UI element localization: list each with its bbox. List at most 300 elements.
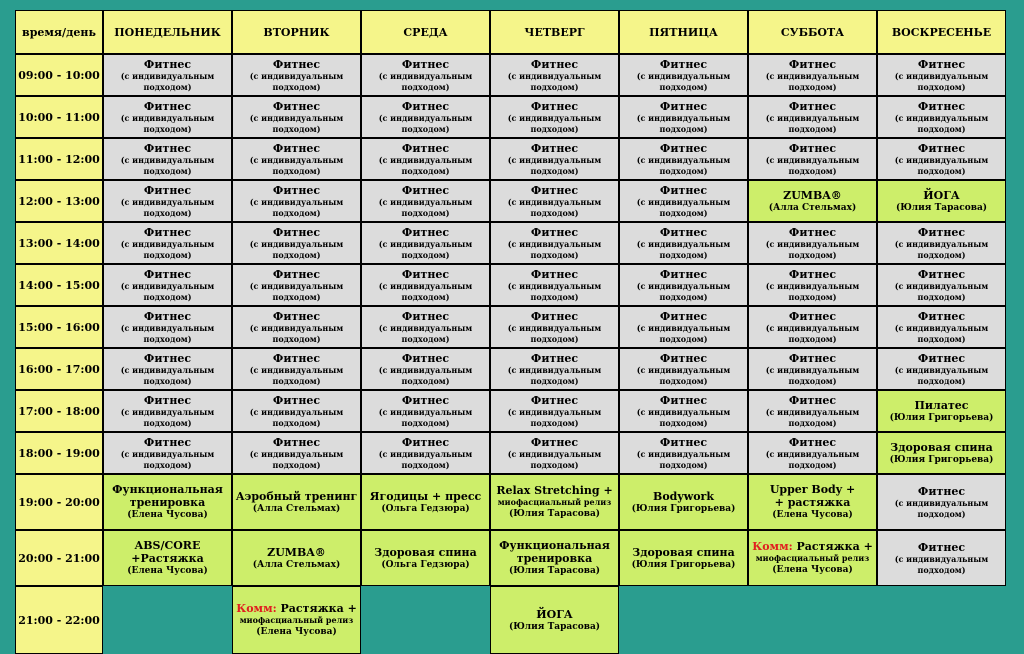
class-subtitle: (с индивидуальным подходом) xyxy=(894,112,989,134)
class-cell xyxy=(232,432,361,474)
class-subtitle: (с индивидуальным подходом) xyxy=(894,364,989,386)
class-title: Фитнес xyxy=(401,393,450,407)
class-subtitle: (с индивидуальным подходом) xyxy=(894,70,989,92)
class-subtitle: (с индивидуальным подходом) xyxy=(765,364,860,386)
class-subtitle: (с индивидуальным подходом) xyxy=(636,70,731,92)
class-subtitle: (с индивидуальным подходом) xyxy=(120,112,215,134)
class-cell xyxy=(361,530,490,586)
class-title: Фитнес xyxy=(917,351,966,365)
class-title: Фитнес xyxy=(788,267,837,281)
class-title: Bodywork xyxy=(653,489,714,503)
class-subtitle: (с индивидуальным подходом) xyxy=(636,280,731,302)
class-cell xyxy=(748,96,877,138)
class-title: Фитнес xyxy=(530,309,579,323)
class-title: Здоровая спина xyxy=(632,545,735,559)
class-cell xyxy=(103,54,232,96)
class-subtitle: миофасциальный релиз xyxy=(239,615,354,625)
class-title: Фитнес xyxy=(530,435,579,449)
day-header-tuesday: ВТОРНИК xyxy=(232,10,361,54)
class-cell xyxy=(490,586,619,654)
class-subtitle: (с индивидуальным подходом) xyxy=(249,238,344,260)
class-title: Фитнес xyxy=(272,225,321,239)
class-title: Аэробный тренинг xyxy=(235,489,358,503)
class-title: Фитнес xyxy=(401,351,450,365)
schedule-row xyxy=(15,348,1006,390)
class-subtitle: (с индивидуальным подходом) xyxy=(636,448,731,470)
class-title: Фитнес xyxy=(788,351,837,365)
class-subtitle: (с индивидуальным подходом) xyxy=(894,280,989,302)
class-title: Пилатес xyxy=(914,398,969,412)
class-subtitle: (с индивидуальным подходом) xyxy=(120,364,215,386)
class-title: Фитнес xyxy=(272,393,321,407)
class-cell xyxy=(619,264,748,306)
class-cell xyxy=(232,474,361,530)
class-cell xyxy=(748,390,877,432)
class-subtitle: (с индивидуальным подходом) xyxy=(507,322,602,344)
class-title: Здоровая спина xyxy=(890,440,993,454)
class-title: Фитнес xyxy=(143,57,192,71)
class-cell xyxy=(877,222,1006,264)
class-subtitle: (с индивидуальным подходом) xyxy=(636,364,731,386)
class-cell xyxy=(490,306,619,348)
instructor-name: (Юлия Григорьева) xyxy=(889,454,994,465)
day-header-sunday: ВОСКРЕСЕНЬЕ xyxy=(877,10,1006,54)
class-subtitle: (с индивидуальным подходом) xyxy=(507,70,602,92)
class-cell xyxy=(877,138,1006,180)
class-subtitle: (с индивидуальным подходом) xyxy=(120,70,215,92)
class-cell xyxy=(619,474,748,530)
class-title xyxy=(235,602,358,615)
class-cell xyxy=(748,530,877,586)
class-title: Фитнес xyxy=(788,141,837,155)
class-cell xyxy=(232,306,361,348)
class-cell xyxy=(748,180,877,222)
class-subtitle: (с индивидуальным подходом) xyxy=(894,322,989,344)
class-title: ZUMBA® xyxy=(267,545,326,559)
class-cell xyxy=(361,390,490,432)
class-cell xyxy=(619,530,748,586)
class-title: Фитнес xyxy=(659,435,708,449)
class-cell xyxy=(103,306,232,348)
class-subtitle: (с индивидуальным подходом) xyxy=(765,448,860,470)
class-title: Фитнес xyxy=(788,99,837,113)
class-title: Фитнес xyxy=(659,225,708,239)
class-title: Ягодицы + пресс xyxy=(369,489,482,503)
instructor-name: (Елена Чусова) xyxy=(127,566,208,576)
instructor-name: (Ольга Гедзюра) xyxy=(381,559,470,570)
class-cell xyxy=(748,306,877,348)
class-title: Фитнес xyxy=(788,225,837,239)
class-cell xyxy=(490,54,619,96)
empty-slot xyxy=(748,586,877,654)
instructor-name: (Юлия Григорьева) xyxy=(631,503,736,514)
class-title: Фитнес xyxy=(917,540,966,554)
class-subtitle: (с индивидуальным подходом) xyxy=(378,322,473,344)
class-cell xyxy=(103,390,232,432)
class-cell xyxy=(619,348,748,390)
class-title: Фитнес xyxy=(143,393,192,407)
class-cell xyxy=(619,432,748,474)
class-cell xyxy=(490,264,619,306)
time-slot: 14:00 - 15:00 xyxy=(15,264,103,306)
class-title: Фитнес xyxy=(143,225,192,239)
class-cell xyxy=(877,530,1006,586)
class-title: Фитнес xyxy=(143,435,192,449)
class-title: Фитнес xyxy=(530,141,579,155)
class-title: Фитнес xyxy=(788,393,837,407)
class-title: Фитнес xyxy=(401,267,450,281)
class-cell xyxy=(490,530,619,586)
time-slot: 09:00 - 10:00 xyxy=(15,54,103,96)
class-title: Фитнес xyxy=(272,99,321,113)
class-cell xyxy=(619,222,748,264)
class-cell xyxy=(103,264,232,306)
class-title-line2: +Растяжка xyxy=(131,552,204,565)
class-cell xyxy=(490,222,619,264)
class-cell xyxy=(619,138,748,180)
class-subtitle: (с индивидуальным подходом) xyxy=(507,364,602,386)
class-subtitle: (с индивидуальным подходом) xyxy=(249,70,344,92)
empty-slot xyxy=(619,586,748,654)
class-title: Фитнес xyxy=(530,183,579,197)
instructor-name: (Ольга Гедзюра) xyxy=(381,503,470,514)
class-title: Фитнес xyxy=(401,309,450,323)
class-subtitle: (с индивидуальным подходом) xyxy=(378,154,473,176)
class-cell xyxy=(103,474,232,530)
class-title: Фитнес xyxy=(917,309,966,323)
class-title: Фитнес xyxy=(272,183,321,197)
class-title: Фитнес xyxy=(917,484,966,498)
class-cell xyxy=(232,54,361,96)
class-cell xyxy=(490,432,619,474)
class-title: Фитнес xyxy=(659,267,708,281)
schedule-table xyxy=(15,10,1006,654)
class-cell xyxy=(103,96,232,138)
schedule-row xyxy=(15,96,1006,138)
class-subtitle: (с индивидуальным подходом) xyxy=(249,406,344,428)
class-subtitle: (с индивидуальным подходом) xyxy=(765,406,860,428)
class-cell xyxy=(748,54,877,96)
class-subtitle: (с индивидуальным подходом) xyxy=(378,238,473,260)
class-cell xyxy=(748,432,877,474)
class-subtitle: (с индивидуальным подходом) xyxy=(249,448,344,470)
class-title: Фитнес xyxy=(530,57,579,71)
class-title: Фитнес xyxy=(530,225,579,239)
schedule-row xyxy=(15,222,1006,264)
class-subtitle: (с индивидуальным подходом) xyxy=(378,196,473,218)
instructor-name: (Алла Стельмах) xyxy=(252,503,341,514)
class-cell xyxy=(490,390,619,432)
class-subtitle: (с индивидуальным подходом) xyxy=(507,406,602,428)
class-subtitle: (с индивидуальным подходом) xyxy=(765,238,860,260)
class-subtitle: (с индивидуальным подходом) xyxy=(120,448,215,470)
class-cell xyxy=(877,96,1006,138)
class-cell xyxy=(877,306,1006,348)
time-slot: 15:00 - 16:00 xyxy=(15,306,103,348)
class-cell xyxy=(619,96,748,138)
class-subtitle: (с индивидуальным подходом) xyxy=(249,364,344,386)
class-title: Фитнес xyxy=(272,309,321,323)
class-subtitle: (с индивидуальным подходом) xyxy=(120,238,215,260)
instructor-name: (Юлия Григорьева) xyxy=(889,412,994,423)
day-header-monday: ПОНЕДЕЛЬНИК xyxy=(103,10,232,54)
class-cell xyxy=(748,138,877,180)
class-cell xyxy=(490,348,619,390)
class-title-text: Растяжка + xyxy=(792,540,873,553)
class-cell xyxy=(877,54,1006,96)
class-title: Фитнес xyxy=(659,141,708,155)
class-title: ЙОГА xyxy=(536,607,573,621)
class-cell xyxy=(103,530,232,586)
class-cell xyxy=(232,586,361,654)
class-subtitle: (с индивидуальным подходом) xyxy=(507,154,602,176)
time-slot: 16:00 - 17:00 xyxy=(15,348,103,390)
class-subtitle: (с индивидуальным подходом) xyxy=(378,364,473,386)
class-cell xyxy=(361,54,490,96)
class-subtitle: (с индивидуальным подходом) xyxy=(249,112,344,134)
class-subtitle: (с индивидуальным подходом) xyxy=(378,70,473,92)
day-header-thursday: ЧЕТВЕРГ xyxy=(490,10,619,54)
class-subtitle: (с индивидуальным подходом) xyxy=(120,406,215,428)
instructor-name: (Юлия Тарасова) xyxy=(508,509,601,519)
class-cell xyxy=(619,306,748,348)
class-title: Фитнес xyxy=(143,99,192,113)
class-subtitle: (с индивидуальным подходом) xyxy=(249,196,344,218)
class-title: Фитнес xyxy=(917,57,966,71)
class-subtitle: (с индивидуальным подходом) xyxy=(507,112,602,134)
instructor-name: (Алла Стельмах) xyxy=(252,559,341,570)
class-cell xyxy=(361,138,490,180)
class-cell xyxy=(619,180,748,222)
class-title: Фитнес xyxy=(659,309,708,323)
class-title: Функциональная xyxy=(112,483,223,496)
class-title: Фитнес xyxy=(272,267,321,281)
time-slot: 21:00 - 22:00 xyxy=(15,586,103,654)
class-cell xyxy=(877,390,1006,432)
class-cell xyxy=(619,54,748,96)
class-subtitle: (с индивидуальным подходом) xyxy=(765,154,860,176)
class-cell xyxy=(619,390,748,432)
class-cell xyxy=(361,96,490,138)
class-cell xyxy=(748,264,877,306)
schedule-row xyxy=(15,390,1006,432)
day-header-saturday: СУББОТА xyxy=(748,10,877,54)
class-cell xyxy=(877,264,1006,306)
instructor-name: (Юлия Тарасова) xyxy=(895,202,988,213)
class-title: Фитнес xyxy=(143,183,192,197)
class-subtitle: (с индивидуальным подходом) xyxy=(249,154,344,176)
comm-badge: Комм: xyxy=(236,602,277,615)
class-subtitle: (с индивидуальным подходом) xyxy=(120,154,215,176)
schedule-row xyxy=(15,306,1006,348)
class-title: Фитнес xyxy=(659,183,708,197)
class-title: Фитнес xyxy=(143,267,192,281)
class-cell xyxy=(490,474,619,530)
time-slot: 20:00 - 21:00 xyxy=(15,530,103,586)
time-day-header: время/день xyxy=(15,10,103,54)
time-slot: 17:00 - 18:00 xyxy=(15,390,103,432)
schedule-row xyxy=(15,180,1006,222)
class-cell xyxy=(232,530,361,586)
class-title-line2: + растяжка xyxy=(774,496,851,509)
class-title: Фитнес xyxy=(917,267,966,281)
class-title: Фитнес xyxy=(659,57,708,71)
instructor-name: (Юлия Тарасова) xyxy=(508,621,601,632)
time-slot: 11:00 - 12:00 xyxy=(15,138,103,180)
time-slot: 10:00 - 11:00 xyxy=(15,96,103,138)
class-subtitle: (с индивидуальным подходом) xyxy=(636,112,731,134)
class-title: Relax Stretching + xyxy=(496,484,613,497)
class-title: Фитнес xyxy=(401,225,450,239)
schedule-row xyxy=(15,138,1006,180)
schedule-row xyxy=(15,54,1006,96)
class-subtitle: (с индивидуальным подходом) xyxy=(120,280,215,302)
class-subtitle: (с индивидуальным подходом) xyxy=(636,406,731,428)
instructor-name: (Юлия Григорьева) xyxy=(631,559,736,570)
class-title: Фитнес xyxy=(659,351,708,365)
class-subtitle: (с индивидуальным подходом) xyxy=(120,322,215,344)
time-slot: 13:00 - 14:00 xyxy=(15,222,103,264)
time-slot: 18:00 - 19:00 xyxy=(15,432,103,474)
class-subtitle: (с индивидуальным подходом) xyxy=(507,280,602,302)
class-cell xyxy=(877,180,1006,222)
class-cell xyxy=(748,474,877,530)
class-title-line2: тренировка xyxy=(129,496,206,509)
class-title: Фитнес xyxy=(530,351,579,365)
class-title: Upper Body + xyxy=(769,483,856,496)
class-title: Фитнес xyxy=(659,393,708,407)
class-title: Фитнес xyxy=(272,351,321,365)
class-cell xyxy=(361,264,490,306)
class-subtitle: (с индивидуальным подходом) xyxy=(378,406,473,428)
class-title: Фитнес xyxy=(401,141,450,155)
empty-slot xyxy=(877,586,1006,654)
class-subtitle: (с индивидуальным подходом) xyxy=(507,196,602,218)
class-cell xyxy=(361,180,490,222)
class-cell xyxy=(232,180,361,222)
class-cell xyxy=(103,348,232,390)
instructor-name: (Юлия Тарасова) xyxy=(508,566,601,576)
class-subtitle: (с индивидуальным подходом) xyxy=(894,553,989,575)
class-subtitle: (с индивидуальным подходом) xyxy=(636,154,731,176)
class-cell xyxy=(103,222,232,264)
class-title: Фитнес xyxy=(788,57,837,71)
class-title: Фитнес xyxy=(530,393,579,407)
class-cell xyxy=(490,180,619,222)
class-cell xyxy=(103,432,232,474)
comm-badge: Комм: xyxy=(752,540,793,553)
class-cell xyxy=(232,390,361,432)
class-subtitle: (с индивидуальным подходом) xyxy=(378,280,473,302)
class-cell xyxy=(232,96,361,138)
class-subtitle: (с индивидуальным подходом) xyxy=(507,448,602,470)
class-title: Фитнес xyxy=(401,183,450,197)
class-title: Фитнес xyxy=(401,57,450,71)
class-title-line2: тренировка xyxy=(516,552,593,565)
instructor-name: (Алла Стельмах) xyxy=(768,202,857,213)
schedule-row xyxy=(15,586,1006,654)
time-slot: 12:00 - 13:00 xyxy=(15,180,103,222)
class-cell xyxy=(361,306,490,348)
class-subtitle: (с индивидуальным подходом) xyxy=(636,238,731,260)
class-subtitle: миофасциальный релиз xyxy=(497,497,612,507)
class-subtitle: (с индивидуальным подходом) xyxy=(636,322,731,344)
class-cell xyxy=(232,264,361,306)
class-subtitle: (с индивидуальным подходом) xyxy=(765,112,860,134)
instructor-name: (Елена Чусова) xyxy=(127,510,208,520)
class-cell xyxy=(232,138,361,180)
class-subtitle: (с индивидуальным подходом) xyxy=(120,196,215,218)
class-subtitle: (с индивидуальным подходом) xyxy=(249,280,344,302)
class-title: Фитнес xyxy=(272,435,321,449)
class-subtitle: (с индивидуальным подходом) xyxy=(765,70,860,92)
class-subtitle: (с индивидуальным подходом) xyxy=(765,322,860,344)
class-cell xyxy=(232,348,361,390)
schedule-body xyxy=(15,54,1006,654)
class-title: ZUMBA® xyxy=(783,188,842,202)
class-cell xyxy=(490,96,619,138)
class-subtitle: (с индивидуальным подходом) xyxy=(894,154,989,176)
class-cell xyxy=(877,432,1006,474)
instructor-name: (Елена Чусова) xyxy=(772,510,853,520)
class-title: Фитнес xyxy=(401,99,450,113)
class-subtitle: (с индивидуальным подходом) xyxy=(378,448,473,470)
class-title: Фитнес xyxy=(917,225,966,239)
class-cell xyxy=(877,348,1006,390)
class-cell xyxy=(490,138,619,180)
class-title: Фитнес xyxy=(917,141,966,155)
class-title xyxy=(751,540,874,553)
class-subtitle: (с индивидуальным подходом) xyxy=(249,322,344,344)
class-title: Фитнес xyxy=(143,309,192,323)
class-title: Фитнес xyxy=(401,435,450,449)
class-title: Фитнес xyxy=(530,99,579,113)
header-row xyxy=(15,10,1006,54)
class-subtitle: (с индивидуальным подходом) xyxy=(636,196,731,218)
class-title: Фитнес xyxy=(272,57,321,71)
class-title: Фитнес xyxy=(143,351,192,365)
class-title: Фитнес xyxy=(917,99,966,113)
time-slot: 19:00 - 20:00 xyxy=(15,474,103,530)
class-cell xyxy=(232,222,361,264)
class-subtitle: (с индивидуальным подходом) xyxy=(378,112,473,134)
class-subtitle: (с индивидуальным подходом) xyxy=(507,238,602,260)
class-subtitle: (с индивидуальным подходом) xyxy=(765,280,860,302)
class-title-text: Растяжка + xyxy=(276,602,357,615)
class-subtitle: миофасциальный релиз xyxy=(755,553,870,563)
day-header-friday: ПЯТНИЦА xyxy=(619,10,748,54)
class-cell xyxy=(748,222,877,264)
schedule-row xyxy=(15,530,1006,586)
class-cell xyxy=(748,348,877,390)
instructor-name: (Елена Чусова) xyxy=(256,627,337,637)
class-subtitle: (с индивидуальным подходом) xyxy=(894,238,989,260)
class-cell xyxy=(361,222,490,264)
class-cell xyxy=(361,432,490,474)
class-title: Фитнес xyxy=(530,267,579,281)
class-title: Функциональная xyxy=(499,539,610,552)
class-title: Фитнес xyxy=(659,99,708,113)
instructor-name: (Елена Чусова) xyxy=(772,565,853,575)
class-subtitle: (с индивидуальным подходом) xyxy=(894,497,989,519)
class-title: ЙОГА xyxy=(923,188,960,202)
class-cell xyxy=(361,474,490,530)
schedule-row xyxy=(15,432,1006,474)
class-cell xyxy=(361,348,490,390)
class-title: Фитнес xyxy=(788,309,837,323)
class-title: Фитнес xyxy=(272,141,321,155)
class-title: Фитнес xyxy=(788,435,837,449)
